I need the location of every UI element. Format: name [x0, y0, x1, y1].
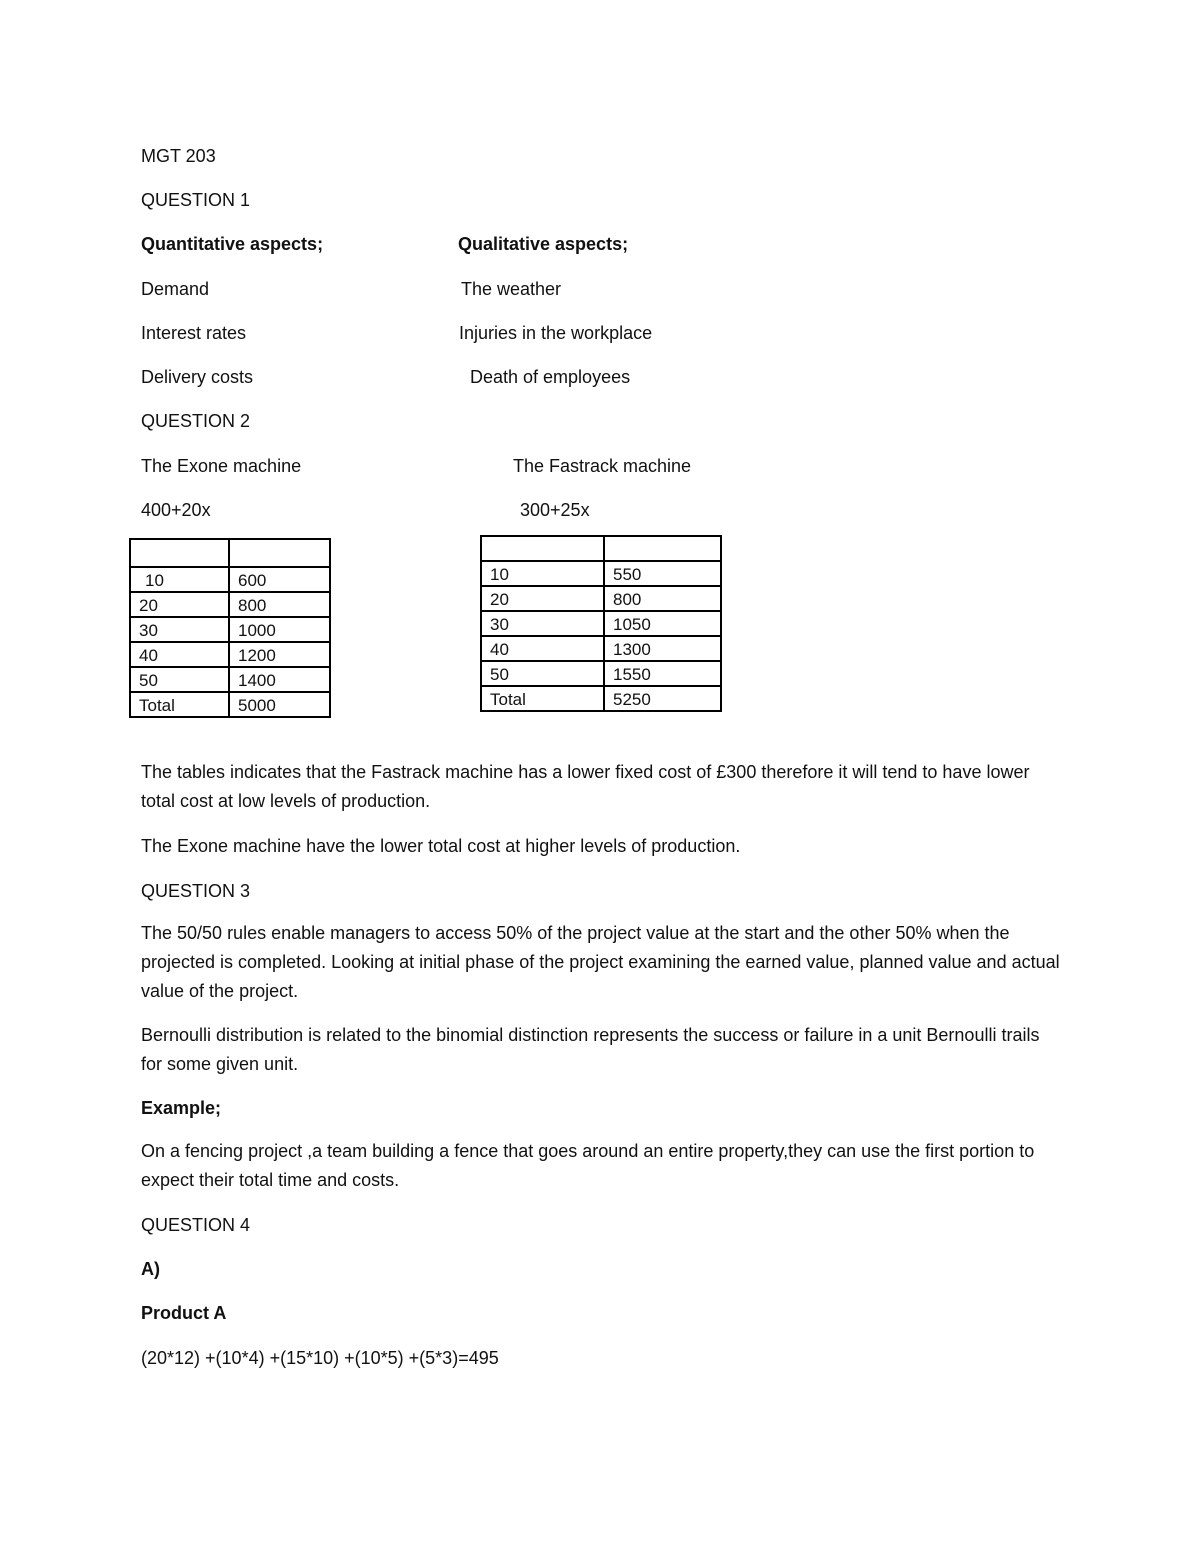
quantitative-heading: Quantitative aspects; — [141, 234, 324, 254]
table-row — [481, 686, 721, 711]
table-cell: 40 — [130, 642, 229, 667]
qualitative-heading: Qualitative aspects; — [458, 234, 629, 254]
quantitative-item: Delivery costs — [141, 367, 254, 387]
quantitative-item: Interest rates — [141, 323, 247, 343]
table-cell: 30 — [481, 611, 604, 636]
table-row — [481, 636, 721, 661]
table-cell: 10 — [130, 567, 229, 592]
table-cell — [481, 536, 604, 561]
qualitative-item: The weather — [461, 279, 562, 299]
table-cell — [229, 539, 330, 567]
table-cell — [604, 536, 721, 561]
table-cell: Total — [130, 692, 229, 717]
table-cell: 600 — [229, 567, 330, 592]
table-row — [130, 592, 330, 617]
table-cell: 800 — [229, 592, 330, 617]
q2-heading: QUESTION 2 — [141, 411, 251, 431]
table-cell: 50 — [130, 667, 229, 692]
q3-bernoulli-paragraph: Bernoulli distribution is related to the binomial distinction represents the success or failure in a unit Bernoulli trails for some given unit. — [141, 1025, 1040, 1074]
quantitative-item: Demand — [141, 279, 210, 299]
table-cell: 40 — [481, 636, 604, 661]
table-cell: Total — [481, 686, 604, 711]
product-heading: Product A — [141, 1303, 227, 1323]
table-row — [130, 667, 330, 692]
table-row — [481, 611, 721, 636]
table-cell: 50 — [481, 661, 604, 686]
q2-conclusion-paragraph: The tables indicates that the Fastrack machine has a lower fixed cost of £300 therefore it will tend to have lower total cost at low levels of production. — [141, 762, 1030, 811]
exone-formula: 400+20x — [141, 500, 211, 520]
table-row — [481, 661, 721, 686]
table-cell: 1300 — [604, 636, 721, 661]
table-row — [130, 617, 330, 642]
q2-exone-paragraph: The Exone machine have the lower total cost at higher levels of production. — [141, 836, 741, 856]
table-cell: 1400 — [229, 667, 330, 692]
course-code: MGT 203 — [141, 146, 216, 166]
fastrack-title: The Fastrack machine — [513, 456, 692, 476]
q3-rule-paragraph: The 50/50 rules enable managers to access 50% of the project value at the start and the other 50% when the projected is completed. Looking at initial phase of the project examining the earned value, planned value and actual value of the project. — [141, 923, 1060, 1001]
table-row — [130, 642, 330, 667]
table-row — [130, 692, 330, 717]
table-cell: 1000 — [229, 617, 330, 642]
example-paragraph: On a fencing project ,a team building a fence that goes around an entire property,they can use the first portion to expect their total time and costs. — [141, 1141, 1035, 1190]
table-cell: 1550 — [604, 661, 721, 686]
table-cell: 20 — [481, 586, 604, 611]
table-cell — [130, 539, 229, 567]
exone-title: The Exone machine — [141, 456, 302, 476]
q3-heading: QUESTION 3 — [141, 881, 251, 901]
example-heading: Example; — [141, 1098, 222, 1118]
exone-cost-table — [129, 538, 331, 718]
table-cell: 5000 — [229, 692, 330, 717]
q1-heading: QUESTION 1 — [141, 190, 251, 210]
table-cell: 30 — [130, 617, 229, 642]
q4-heading: QUESTION 4 — [141, 1215, 251, 1235]
fastrack-cost-table — [480, 535, 722, 712]
table-row — [130, 567, 330, 592]
table-cell: 5250 — [604, 686, 721, 711]
table-row — [481, 536, 721, 561]
table-row — [481, 586, 721, 611]
product-calculation: (20*12) +(10*4) +(15*10) +(10*5) +(5*3)=495 — [141, 1348, 499, 1368]
qualitative-item: Injuries in the workplace — [459, 323, 653, 343]
table-cell: 1050 — [604, 611, 721, 636]
table-cell: 550 — [604, 561, 721, 586]
table-cell: 20 — [130, 592, 229, 617]
table-row — [130, 539, 330, 567]
table-cell: 800 — [604, 586, 721, 611]
fastrack-formula: 300+25x — [520, 500, 590, 520]
table-row — [481, 561, 721, 586]
table-cell: 10 — [481, 561, 604, 586]
q4-part-label: A) — [141, 1259, 160, 1279]
table-cell: 1200 — [229, 642, 330, 667]
qualitative-item: Death of employees — [470, 367, 631, 387]
